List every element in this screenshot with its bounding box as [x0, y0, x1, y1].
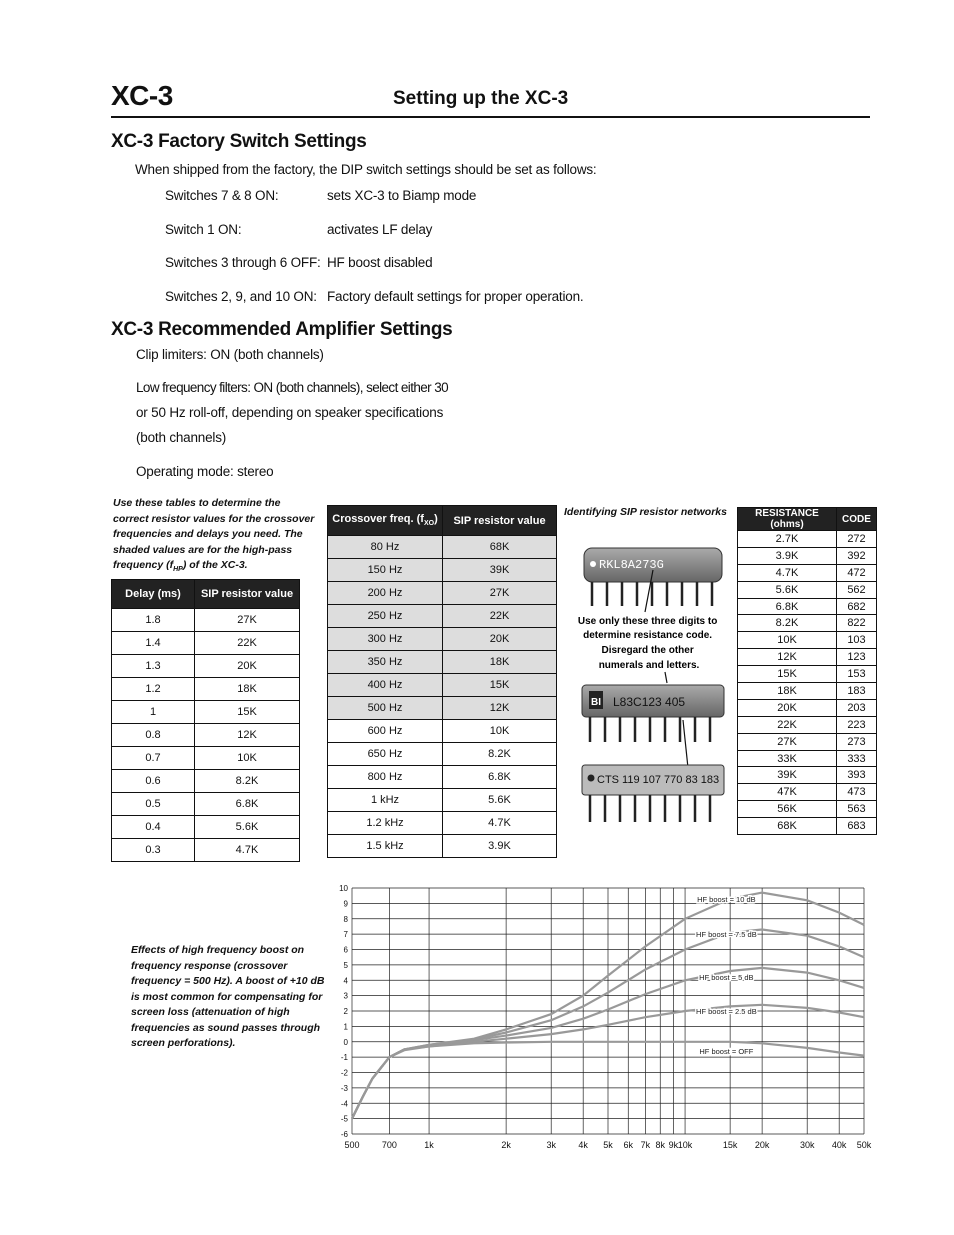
x-tick-label: 6k	[623, 1140, 634, 1150]
code-cell: 183	[837, 683, 877, 700]
x-tick-label: 40k	[831, 1140, 847, 1150]
code-cell: 683	[837, 818, 877, 835]
code-cell: 203	[837, 699, 877, 716]
series-label: HF boost = 5 dB	[699, 973, 754, 983]
table-row: 0.7 10K	[112, 747, 300, 770]
table-row: 0.3 4.7K	[112, 839, 300, 862]
col-header: CODE	[837, 508, 877, 531]
y-tick-label: 3	[343, 991, 348, 1001]
table-row: 500 Hz 12K	[328, 697, 557, 720]
switch-label: Switches 7 & 8 ON:	[165, 188, 279, 203]
table-row	[738, 598, 877, 615]
code-cell: 392	[837, 547, 877, 564]
table-row	[738, 716, 877, 733]
delay-table	[111, 579, 300, 862]
switch-desc: activates LF delay	[327, 222, 433, 237]
y-tick-label: 0	[343, 1037, 348, 1047]
resistance-cell: 20K	[738, 699, 837, 716]
code-cell: 103	[837, 632, 877, 649]
resistance-cell: 2.7K	[738, 531, 837, 548]
table-row: 250 Hz 22K	[328, 605, 557, 628]
x-tick-label: 5k	[603, 1140, 613, 1150]
y-tick-label: -3	[340, 1083, 348, 1093]
table-row	[738, 615, 877, 632]
table-row: 1.2 kHz 4.7K	[328, 812, 557, 835]
series-label: HF boost = 10 dB	[697, 894, 756, 904]
x-tick-label: 20k	[754, 1140, 770, 1150]
col-header: Crossover freq. $(f_{XO})$	[328, 506, 443, 536]
x-tick-label: 700	[381, 1140, 397, 1150]
table-row	[738, 531, 877, 548]
code-cell: 562	[837, 581, 877, 598]
sip-figure	[570, 540, 730, 830]
note-line: frequency $(f_{HP})$ of the XC-3.	[113, 559, 248, 574]
y-tick-label: 7	[343, 930, 348, 940]
table-row	[738, 649, 877, 666]
code-cell: 333	[837, 750, 877, 767]
y-tick-label: -2	[340, 1068, 348, 1078]
svg-text:L83C123 405: L83C123 405	[613, 695, 686, 709]
table-row	[738, 750, 877, 767]
code-cell: 473	[837, 784, 877, 801]
callout-text: Use only these three digits to determine resistance code. Disregard the other numerals and letters.	[577, 616, 718, 671]
resistance-cell: 22K	[738, 716, 837, 733]
y-tick-label: 4	[343, 976, 348, 986]
code-cell: 153	[837, 666, 877, 683]
table-row: 80 Hz 68K	[328, 536, 557, 559]
x-tick-label: 500	[344, 1140, 360, 1150]
resistance-cell: 18K	[738, 683, 837, 700]
y-tick-label: 2	[343, 1007, 348, 1016]
switch-desc: sets XC-3 to Biamp mode	[327, 188, 477, 203]
table-row: 1.2 18K	[112, 678, 300, 701]
lf-setting-line3: (both channels)	[136, 430, 227, 445]
table-row: 200 Hz 27K	[328, 582, 557, 605]
table-row	[738, 767, 877, 784]
note-line: frequencies and delays you need. The	[113, 528, 303, 540]
sip-chip-3	[582, 765, 724, 822]
col-header: RESISTANCE (ohms)	[738, 508, 837, 531]
table-row	[738, 666, 877, 683]
sip-chip-2	[582, 685, 724, 742]
sip-caption: Identifying SIP resistor networks	[564, 506, 727, 518]
table-row: 1.8 27K	[112, 609, 300, 632]
col-header: SIP resistor value	[443, 506, 557, 536]
table-row: 150 Hz 39K	[328, 559, 557, 582]
x-tick-label: 7k	[640, 1140, 651, 1150]
table-row	[738, 733, 877, 750]
table-row: 350 Hz 18K	[328, 651, 557, 674]
resistance-cell: 8.2K	[738, 615, 837, 632]
switch-desc: Factory default settings for proper operation.	[327, 289, 584, 304]
resistance-cell: 5.6K	[738, 581, 837, 598]
table-row: 800 Hz 6.8K	[328, 766, 557, 789]
table-row	[738, 547, 877, 564]
chip1-code: RKL8A273G	[599, 558, 664, 572]
page-title: Setting up the XC-3	[393, 88, 569, 109]
factory-intro: When shipped from the factory, the DIP switch settings should be set as follows:	[135, 162, 597, 177]
y-tick-label: 6	[343, 945, 348, 955]
resistance-cell: 33K	[738, 750, 837, 767]
note-line: shaded values are for the high-pass	[113, 543, 293, 556]
table-row	[738, 683, 877, 700]
x-tick-label: 3k	[546, 1140, 556, 1150]
table-row: 1 kHz 5.6K	[328, 789, 557, 812]
y-tick-label: 8	[343, 914, 348, 924]
header-rule	[111, 116, 870, 118]
x-tick-label: 15k	[722, 1140, 738, 1150]
resistance-cell: 68K	[738, 818, 837, 835]
table-row	[738, 818, 877, 835]
series-label: HF boost = 2.5 dB	[696, 1007, 757, 1016]
resistance-cell: 27K	[738, 733, 837, 750]
code-cell: 272	[837, 531, 877, 548]
amp-heading: XC-3 Recommended Amplifier Settings	[111, 319, 453, 340]
code-table	[737, 507, 877, 835]
resistance-cell: 12K	[738, 649, 837, 666]
chart-note: Effects of high frequency boost on frequency response (crossover frequency = 500 Hz). A boost of +10 dB is most common for compensating for screen loss (attenuation of high frequencies as sound passes through screen perforations).	[131, 944, 325, 1049]
resistance-cell: 47K	[738, 784, 837, 801]
x-tick-label: 30k	[799, 1140, 815, 1150]
y-tick-label: -4	[340, 1099, 348, 1109]
switch-desc: HF boost disabled	[327, 255, 433, 270]
table-row: 650 Hz 8.2K	[328, 743, 557, 766]
code-cell: 822	[837, 615, 877, 632]
table-row: 400 Hz 15K	[328, 674, 557, 697]
table-row: 0.6 8.2K	[112, 770, 300, 793]
y-tick-label: 1	[343, 1022, 348, 1032]
y-tick-label: 9	[343, 899, 348, 909]
switch-label: Switch 1 ON:	[165, 222, 242, 237]
clip-setting: Clip limiters: ON (both channels)	[136, 347, 324, 362]
y-tick-label: -1	[340, 1053, 348, 1063]
x-tick-label: 10k	[677, 1140, 693, 1150]
tables-note	[113, 496, 328, 578]
code-cell: 472	[837, 564, 877, 581]
y-tick-label: -6	[340, 1130, 348, 1139]
table-row: 300 Hz 20K	[328, 628, 557, 651]
table-row	[738, 581, 877, 598]
svg-text:CTS 119 107 770 83 183: CTS 119 107 770 83 183	[597, 774, 720, 786]
x-tick-label: 1k	[424, 1140, 434, 1150]
note-line: Use these tables to determine the	[113, 497, 281, 509]
crossover-table	[327, 505, 557, 858]
col-header: Delay (ms)	[112, 580, 195, 609]
resistance-cell: 3.9K	[738, 547, 837, 564]
col-header: SIP resistor value	[195, 580, 300, 609]
table-row: 0.8 12K	[112, 724, 300, 747]
hf-boost-chart	[330, 880, 880, 1155]
code-cell: 123	[837, 649, 877, 666]
series-label: HF boost = 7.5 dB	[696, 930, 757, 940]
table-row: 600 Hz 10K	[328, 720, 557, 743]
code-cell: 273	[837, 733, 877, 750]
x-tick-label: 4k	[578, 1140, 588, 1150]
y-tick-label: 10	[339, 884, 348, 893]
table-row	[738, 801, 877, 818]
code-cell: 223	[837, 716, 877, 733]
resistance-cell: 39K	[738, 767, 837, 784]
sip-chip-1	[584, 548, 722, 606]
table-row: 1.4 22K	[112, 632, 300, 655]
switch-label: Switches 3 through 6 OFF:	[165, 255, 321, 270]
table-row: 1.3 20K	[112, 655, 300, 678]
product-name: XC-3	[111, 80, 173, 111]
table-row: 1.5 kHz 3.9K	[328, 835, 557, 858]
y-tick-label: -5	[340, 1114, 348, 1124]
resistance-cell: 15K	[738, 666, 837, 683]
table-row	[738, 699, 877, 716]
resistance-cell: 6.8K	[738, 598, 837, 615]
svg-text:BI: BI	[591, 697, 601, 708]
lf-setting-line2: or 50 Hz roll-off, depending on speaker specifications	[136, 405, 444, 420]
code-cell: 393	[837, 767, 877, 784]
factory-heading: XC-3 Factory Switch Settings	[111, 131, 367, 152]
note-line: correct resistor values for the crossover	[113, 512, 315, 525]
table-row	[738, 784, 877, 801]
resistance-cell: 4.7K	[738, 564, 837, 581]
x-tick-label: 2k	[501, 1140, 511, 1150]
x-tick-label: 50k	[856, 1140, 872, 1150]
y-tick-label: 5	[343, 960, 348, 970]
switch-label: Switches 2, 9, and 10 ON:	[165, 289, 317, 304]
table-row: 1 15K	[112, 701, 300, 724]
x-tick-label: 9k	[668, 1140, 679, 1150]
series-label: HF boost = OFF	[699, 1046, 754, 1056]
code-cell: 563	[837, 801, 877, 818]
x-tick-label: 8k	[655, 1140, 666, 1150]
table-row	[738, 632, 877, 649]
table-row: 0.4 5.6K	[112, 816, 300, 839]
mode-setting: Operating mode: stereo	[136, 464, 274, 479]
resistance-cell: 56K	[738, 801, 837, 818]
resistance-cell: 10K	[738, 632, 837, 649]
lf-setting-line1: Low frequency filters: ON (both channels), select either 30	[136, 380, 449, 395]
table-row	[738, 564, 877, 581]
code-cell: 682	[837, 598, 877, 615]
table-row: 0.5 6.8K	[112, 793, 300, 816]
